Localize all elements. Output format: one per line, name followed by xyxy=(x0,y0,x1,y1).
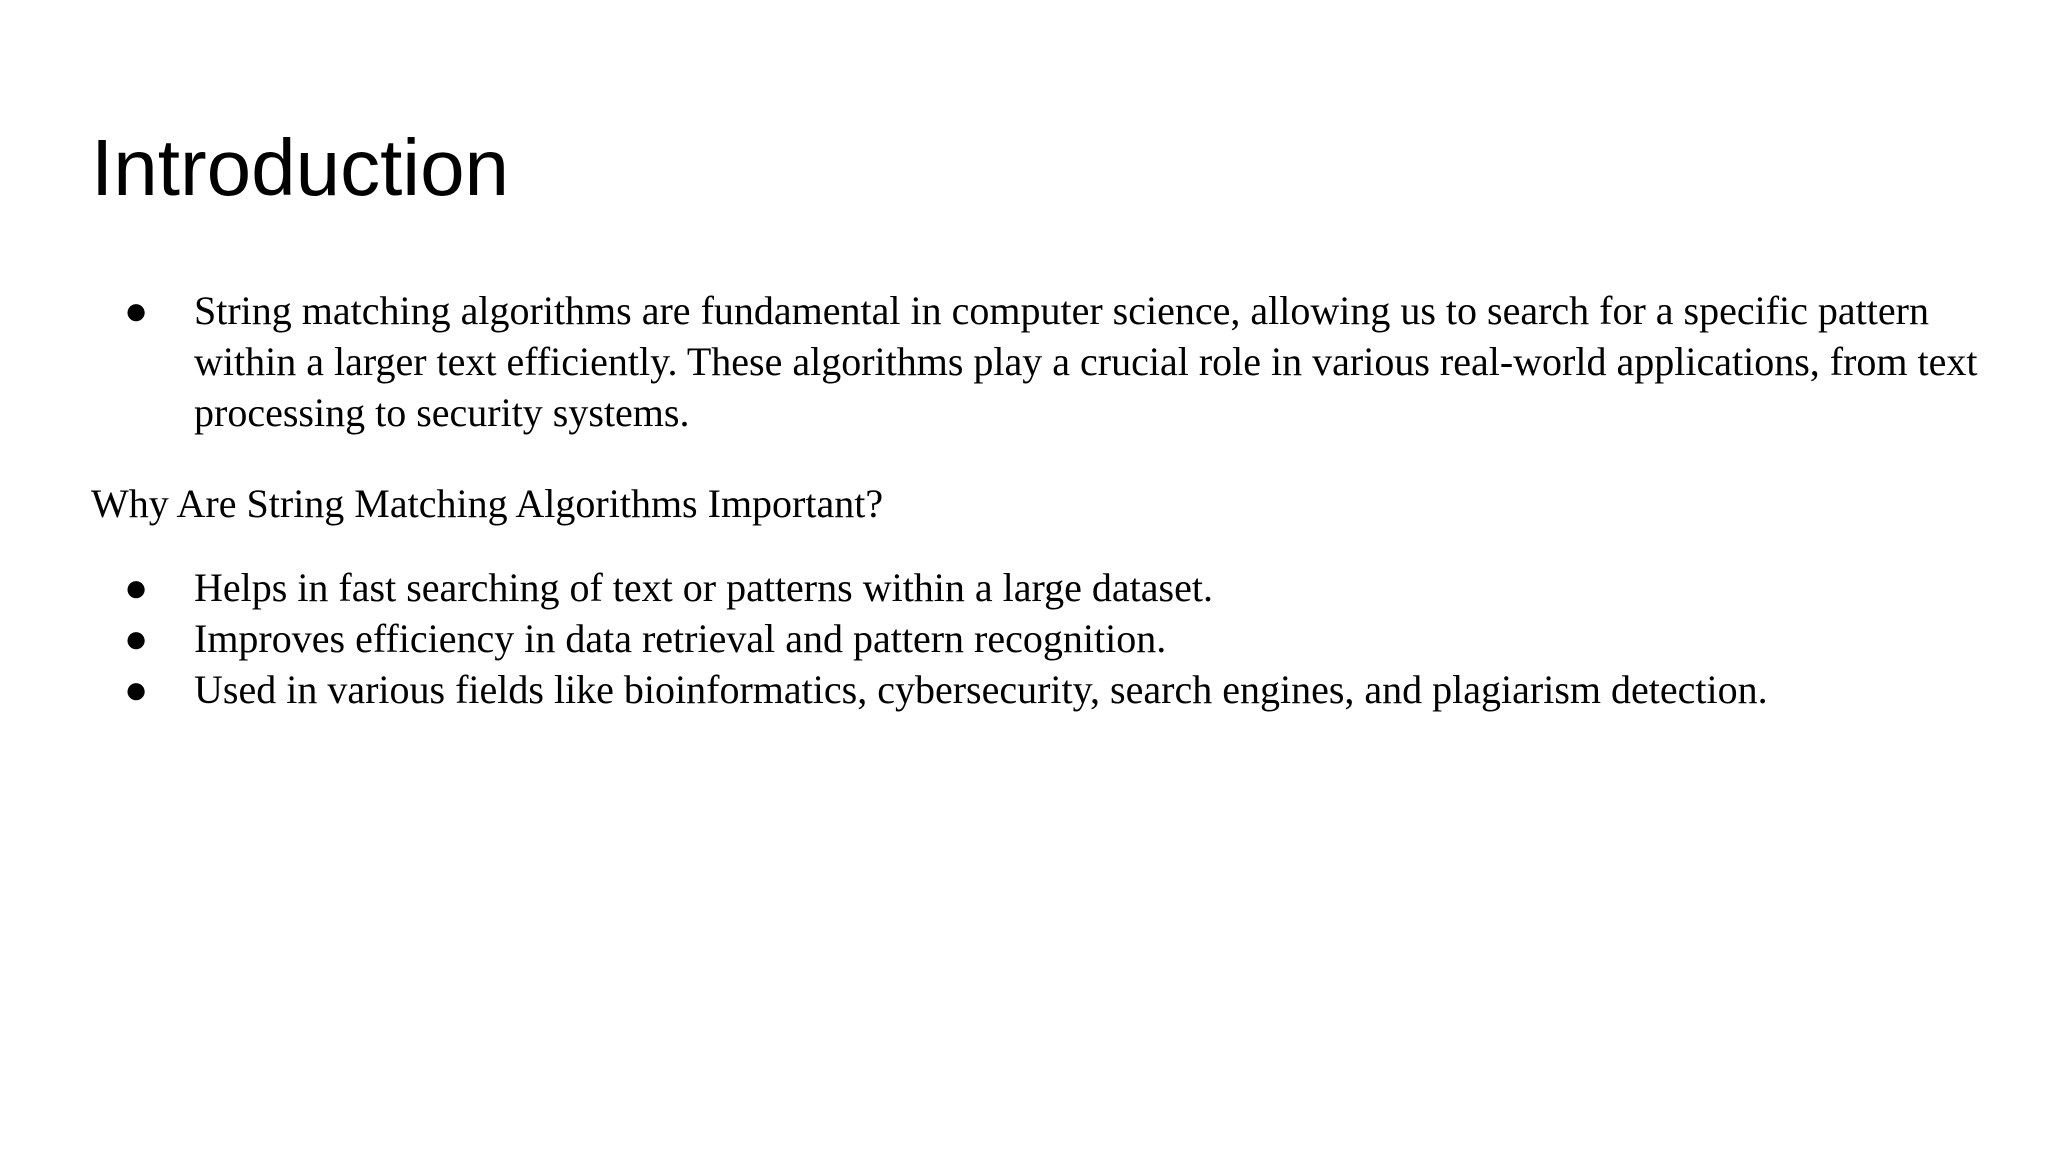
subheading: Why Are String Matching Algorithms Important? xyxy=(91,481,884,526)
importance-bullet-list xyxy=(0,562,2048,715)
list-item-text: Helps in fast searching of text or patterns within a large dataset. xyxy=(194,565,1213,610)
bullet-icon: ● xyxy=(124,288,149,333)
list-item-text: Used in various fields like bioinformatics, cybersecurity, search engines, and plagiarism detection. xyxy=(194,667,1768,712)
slide-title: Introduction xyxy=(91,123,510,212)
list-item xyxy=(0,613,2048,664)
intro-bullet-list xyxy=(0,285,2048,438)
list-item-text: String matching algorithms are fundamental in computer science, allowing us to search for a specific pattern within a larger text efficiently. These algorithms play a crucial role in various real-world applications, from text processing to security systems. xyxy=(194,288,1978,435)
list-item xyxy=(0,664,2048,715)
bullet-icon: ● xyxy=(124,667,149,712)
bullet-icon: ● xyxy=(124,616,149,661)
list-item xyxy=(0,562,2048,613)
bullet-icon: ● xyxy=(124,565,149,610)
list-item xyxy=(0,285,2048,438)
list-item-text: Improves efficiency in data retrieval and pattern recognition. xyxy=(194,616,1167,661)
